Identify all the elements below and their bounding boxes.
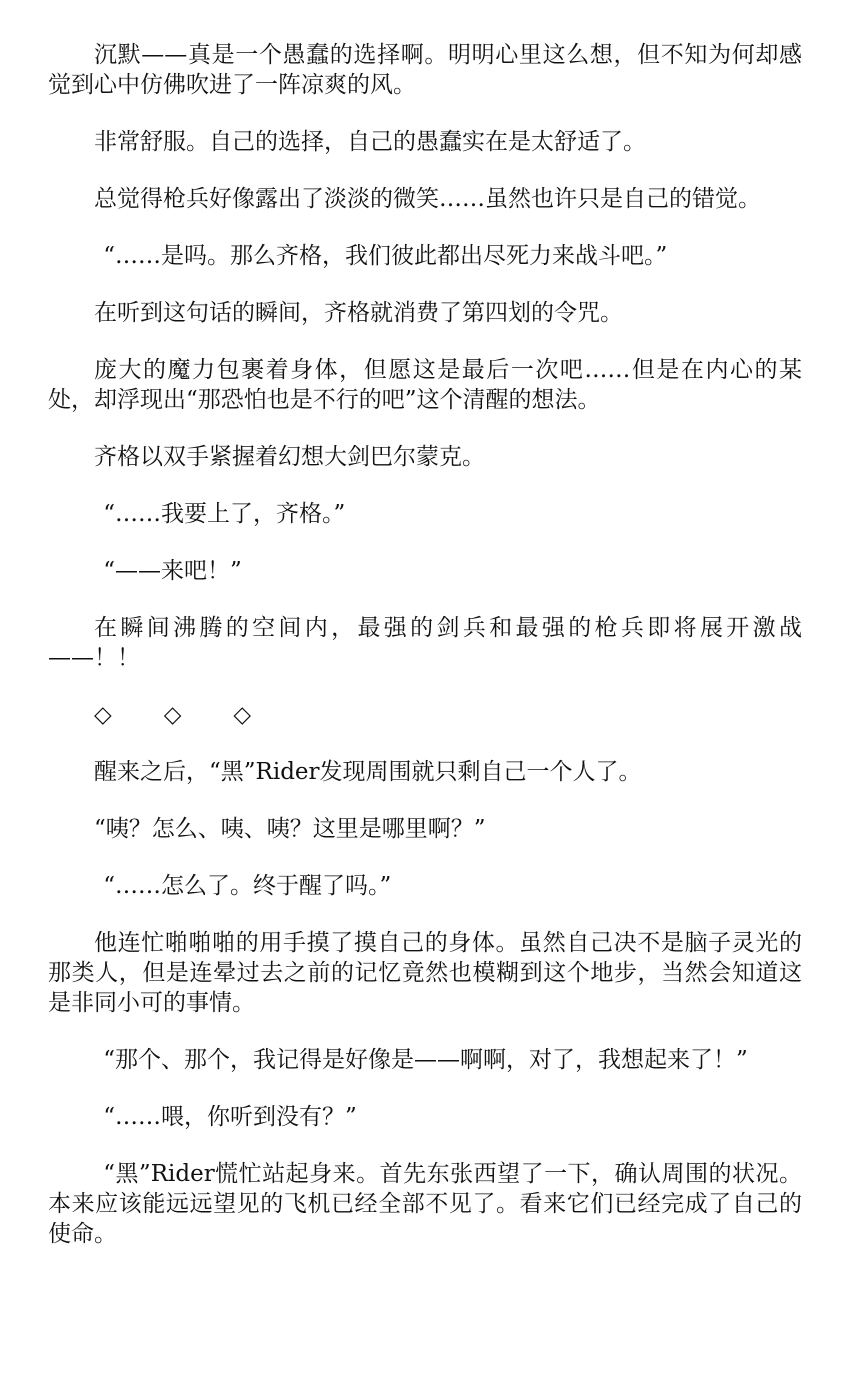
dialogue-paragraph: “……怎么了。终于醒了吗。” bbox=[103, 873, 392, 899]
paragraph: 齐格以双手紧握着幻想大剑巴尔蒙克。 bbox=[94, 444, 485, 470]
diamond-divider-glyph: ◇ bbox=[233, 702, 252, 728]
paragraph: 沉默——真是一个愚蠢的选择啊。明明心里这么想，但不知为何却感觉到心中仿佛吹进了一阵凉爽的风。 bbox=[48, 42, 802, 98]
section-divider bbox=[48, 700, 802, 730]
dialogue-paragraph: “……喂，你听到没有？” bbox=[103, 1104, 357, 1130]
paragraph: 醒来之后，“黑”Rider发现周围就只剩自己一个人了。 bbox=[94, 759, 642, 785]
paragraph: “黑”Rider慌忙站起身来。首先东张西望了一下，确认周围的状况。本来应该能远远望见的飞机已经全部不见了。看来它们已经完成了自己的使命。 bbox=[48, 1161, 802, 1247]
paragraph: 在瞬间沸腾的空间内，最强的剑兵和最强的枪兵即将展开激战——！！ bbox=[48, 615, 802, 671]
dialogue-paragraph: “咦？怎么、咦、咦？这里是哪里啊？” bbox=[94, 816, 486, 842]
dialogue-paragraph: “那个、那个，我记得是好像是——啊啊，对了，我想起来了！” bbox=[103, 1047, 748, 1073]
paragraph: 庞大的魔力包裹着身体，但愿这是最后一次吧……但是在内心的某处，却浮现出“那恐怕也是不行的吧”这个清醒的想法。 bbox=[48, 357, 802, 413]
diamond-divider-glyph: ◇ bbox=[94, 702, 112, 728]
paragraph: 在听到这句话的瞬间，齐格就消费了第四划的令咒。 bbox=[94, 300, 623, 326]
paragraph: 总觉得枪兵好像露出了淡淡的微笑……虽然也许只是自己的错觉。 bbox=[94, 186, 761, 212]
diamond-divider-glyph: ◇ bbox=[163, 702, 182, 728]
dialogue-paragraph: “……是吗。那么齐格，我们彼此都出尽死力来战斗吧。” bbox=[103, 243, 668, 269]
paragraph: 非常舒服。自己的选择，自己的愚蠢实在是太舒适了。 bbox=[94, 129, 646, 155]
dialogue-paragraph: “——来吧！” bbox=[103, 558, 242, 584]
paragraph: 他连忙啪啪啪的用手摸了摸自己的身体。虽然自己决不是脑子灵光的那类人，但是连晕过去之前的记忆竟然也模糊到这个地步，当然会知道这是非同小可的事情。 bbox=[48, 930, 802, 1016]
dialogue-paragraph: “……我要上了，齐格。” bbox=[103, 501, 346, 527]
